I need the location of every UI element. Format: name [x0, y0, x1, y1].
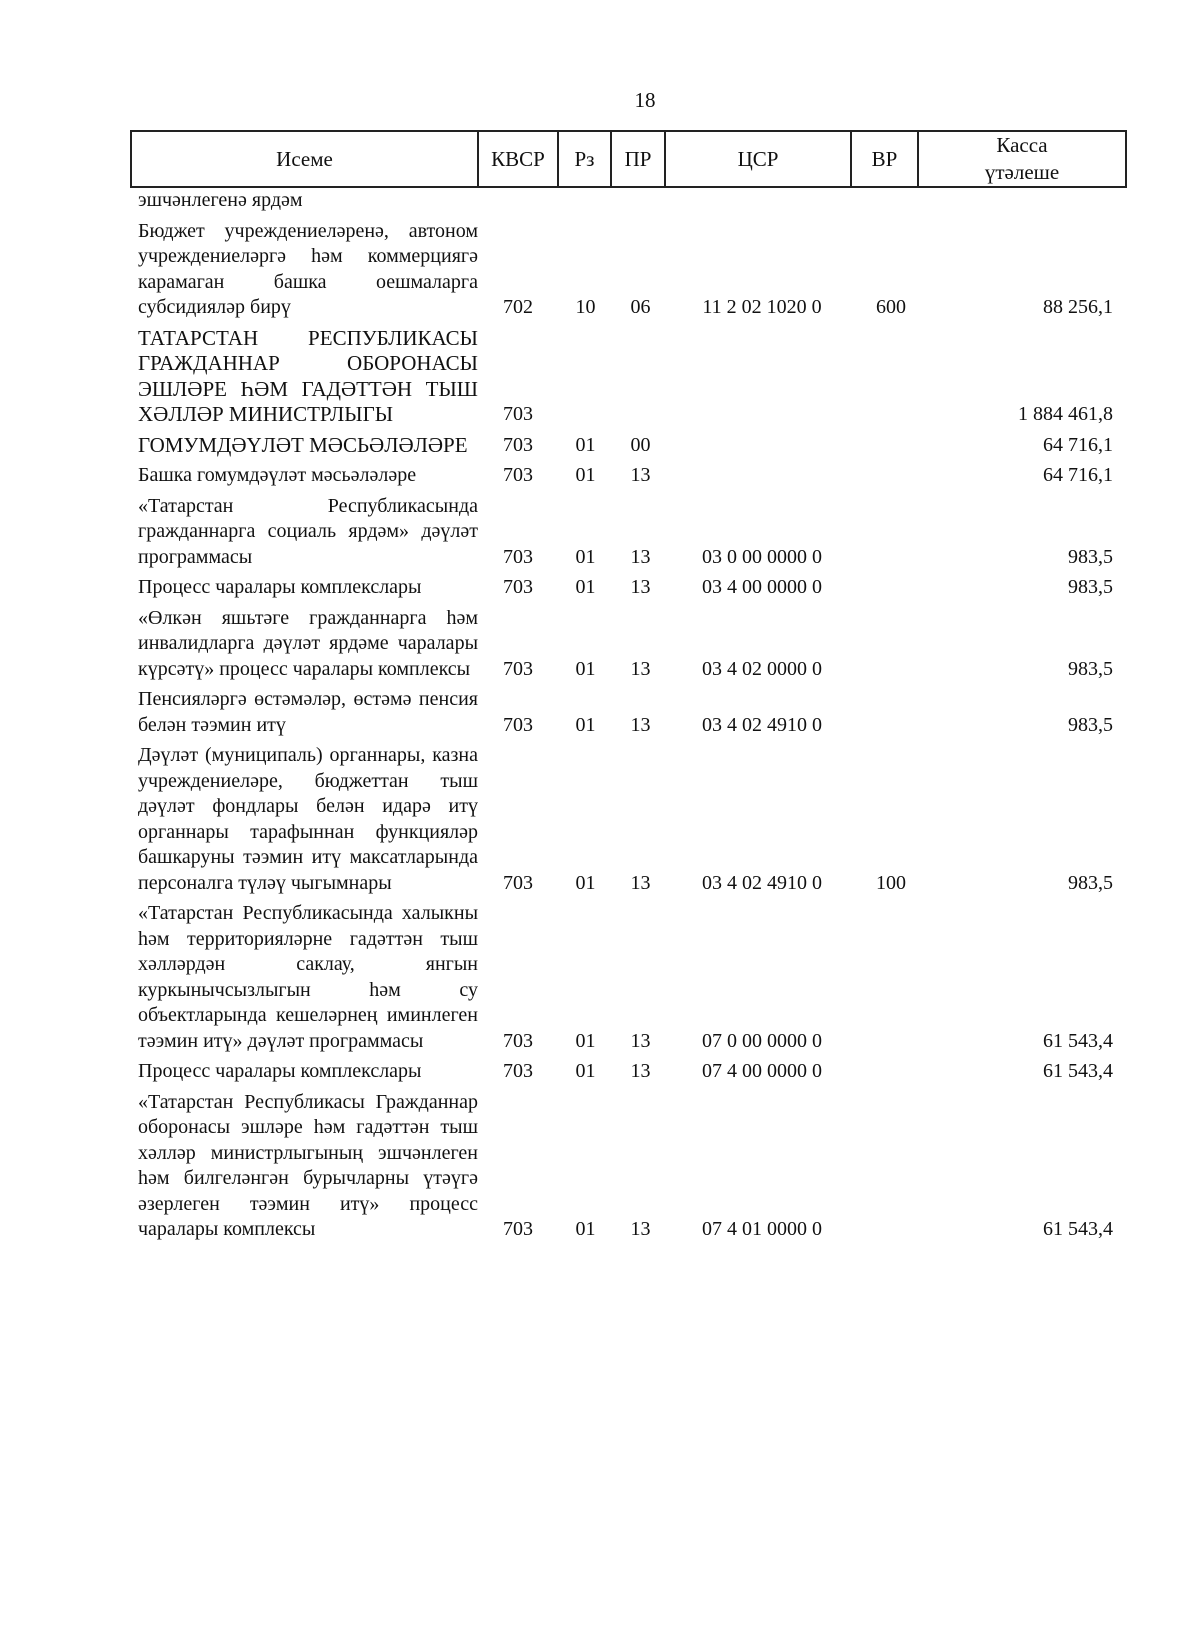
cell-pr: 00 [630, 433, 651, 456]
table-row [138, 901, 1125, 1054]
header-name: Исеме [131, 131, 478, 187]
cell-pr: 13 [630, 576, 651, 598]
cell-kvsr: 703 [503, 871, 533, 894]
cell-vr: 600 [876, 296, 906, 318]
cell-rz: 01 [575, 433, 596, 456]
table-header [130, 130, 1127, 188]
cell-rz: 01 [575, 1029, 596, 1052]
cell-name: Дәүләт (муниципаль) органнары, казна учреждениеләре, бюджеттан тыш дәүләт фондлары белән идарә итү органнары тарафыннан функцияләр башкаруны тәэмин итү максатларында персоналга түләү чыгымнары [138, 744, 483, 894]
cell-kvsr: 703 [503, 545, 533, 568]
cell-pr: 13 [630, 545, 651, 568]
table-row [138, 1090, 1125, 1243]
cell-csr: 03 4 02 4910 0 [702, 713, 822, 736]
header-rz: Рз [558, 131, 611, 187]
cell-csr: 03 4 00 0000 0 [702, 576, 822, 598]
cell-rz: 01 [575, 713, 596, 736]
cell-csr: 03 4 02 4910 0 [702, 871, 822, 894]
table-row [138, 687, 1125, 738]
cell-rz: 01 [575, 576, 596, 598]
cell-sum: 983,5 [1068, 657, 1113, 680]
cell-pr: 13 [630, 1060, 651, 1082]
cell-pr: 13 [630, 713, 651, 736]
table-row [138, 494, 1125, 571]
cell-name: Процесс чаралары комплекслары [138, 576, 422, 598]
table-row [138, 326, 1125, 428]
cell-vr: 100 [876, 871, 906, 894]
cell-sum: 61 543,4 [1043, 1029, 1113, 1052]
cell-sum: 983,5 [1068, 576, 1113, 598]
table-row [138, 606, 1125, 683]
table-row [138, 188, 1125, 214]
cell-kvsr: 702 [503, 296, 533, 318]
cell-rz: 01 [575, 545, 596, 568]
cell-rz: 01 [575, 1218, 596, 1240]
cell-name: ТАТАРСТАН РЕСПУБЛИКАСЫ ГРАЖДАННАР ОБОРОНАСЫ ЭШЛӘРЕ ҺӘМ ГАДӘТТӘН ТЫШ ХӘЛЛӘР МИНИСТРЛЫГЫ [138, 325, 484, 426]
cell-kvsr: 703 [503, 1060, 533, 1082]
cell-sum: 983,5 [1068, 713, 1113, 736]
cell-pr: 13 [630, 464, 651, 486]
cell-pr: 13 [630, 657, 651, 680]
cell-csr: 03 0 00 0000 0 [702, 545, 822, 568]
cell-rz: 01 [575, 1060, 596, 1082]
cell-rz: 01 [575, 871, 596, 894]
header-pr: ПР [611, 131, 665, 187]
cell-csr: 07 4 01 0000 0 [702, 1218, 822, 1240]
cell-name: Башка гомумдәүләт мәсьәләләре [138, 464, 417, 486]
header-sum: Касса үтәлеше [918, 131, 1126, 187]
cell-name: Бюджет учреждениеләренә, автоном учреждениеләргә һәм коммерциягә карамаган башка оешмаларга субсидияләр бирү [138, 219, 483, 318]
cell-name: «Татарстан Республикасында гражданнарга социаль ярдәм» дәүләт программасы [138, 494, 483, 568]
cell-csr: 03 4 02 0000 0 [702, 657, 822, 680]
cell-kvsr: 703 [503, 1218, 533, 1240]
table-row [138, 433, 1125, 459]
cell-sum: 983,5 [1068, 871, 1113, 894]
cell-csr: 07 4 00 0000 0 [702, 1060, 822, 1082]
table-row [138, 1059, 1125, 1085]
cell-sum: 983,5 [1068, 545, 1113, 568]
cell-sum: 64 716,1 [1043, 464, 1113, 486]
cell-pr: 06 [630, 296, 651, 318]
header-csr: ЦСР [665, 131, 851, 187]
cell-pr: 13 [630, 1218, 651, 1240]
cell-sum: 1 884 461,8 [1018, 403, 1113, 425]
table-row [138, 743, 1125, 896]
cell-kvsr: 703 [503, 464, 533, 486]
cell-rz: 01 [575, 657, 596, 680]
cell-kvsr: 703 [503, 576, 533, 598]
cell-sum: 61 543,4 [1043, 1218, 1113, 1240]
table-body [138, 188, 1125, 1248]
cell-sum: 88 256,1 [1043, 296, 1113, 318]
cell-name: «Татарстан Республикасында халыкны һәм территорияләрне гадәттән тыш хәлләрдән саклау, янгын куркынычсызлыгын һәм су объектларында кешеләрнең иминлеген тәэмин итү» дәүләт программасы [138, 902, 483, 1052]
cell-sum: 61 543,4 [1043, 1060, 1113, 1082]
cell-rz: 01 [575, 464, 596, 486]
page-number: 18 [634, 88, 656, 112]
table-row [138, 463, 1125, 489]
cell-kvsr: 703 [503, 657, 533, 680]
header-kvsr: КВСР [478, 131, 558, 187]
cell-kvsr: 703 [503, 1029, 533, 1052]
header-vr: ВР [851, 131, 918, 187]
cell-name: ГОМУМДӘҮЛӘТ МӘСЬӘЛӘЛӘРЕ [138, 432, 468, 457]
cell-name: «Өлкән яшьтәге гражданнарга һәм инвалидларга дәүләт ярдәме чаралары күрсәтү» процесс чаралары комплексы [138, 606, 483, 680]
cell-kvsr: 703 [503, 433, 533, 456]
cell-name: Процесс чаралары комплекслары [138, 1060, 422, 1082]
cell-name: Пенсияләргә өстәмәләр, өстәмә пенсия белән тәэмин итү [138, 688, 483, 736]
cell-name: эшчәнлегенә ярдәм [138, 189, 303, 211]
cell-sum: 64 716,1 [1043, 433, 1113, 456]
cell-csr: 07 0 00 0000 0 [702, 1029, 822, 1052]
cell-csr: 11 2 02 1020 0 [702, 296, 822, 318]
table-row [138, 219, 1125, 321]
cell-pr: 13 [630, 871, 651, 894]
table-row [138, 575, 1125, 601]
cell-kvsr: 703 [503, 713, 533, 736]
cell-rz: 10 [575, 296, 596, 318]
cell-pr: 13 [630, 1029, 651, 1052]
cell-name: «Татарстан Республикасы Гражданнар оборонасы эшләре һәм гадәттән тыш хәлләр министрлыгының эшчәнлеген һәм билгеләнгән бурычларны үтәүгә әзерлеген тәэмин итү» процесс чаралары комплексы [138, 1090, 483, 1240]
cell-kvsr: 703 [503, 403, 533, 425]
